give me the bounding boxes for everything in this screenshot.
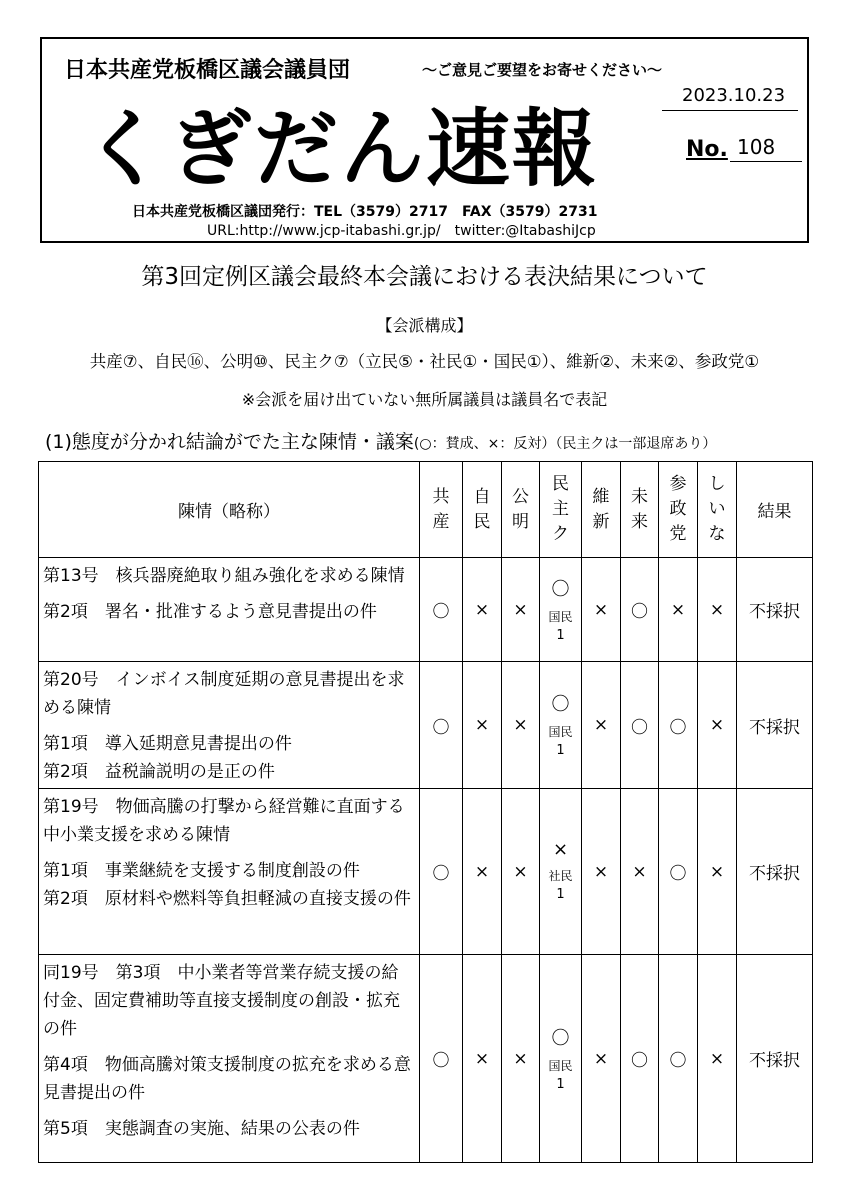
issue-underline — [730, 161, 802, 162]
vote-komei: × — [502, 955, 540, 1163]
vote-sansei: 〇 — [659, 662, 698, 789]
vote-ishin: × — [582, 955, 621, 1163]
header-jimin: 自 民 — [463, 462, 502, 558]
petition-cell — [39, 662, 420, 789]
header-ishin: 維 新 — [582, 462, 621, 558]
independent-note: ※会派を届け出ていない無所属議員は議員名で表記 — [241, 390, 608, 409]
minsu-count: 1 — [556, 627, 565, 643]
vote-shiina: × — [698, 558, 737, 662]
header-shiina: し い な — [698, 462, 737, 558]
vote-komei: × — [502, 558, 540, 662]
vote-sansei: 〇 — [659, 789, 698, 955]
vote-shiina: × — [698, 662, 737, 789]
result-cell: 不採択 — [737, 955, 813, 1163]
section-remark: （民主クは一部退席あり） — [555, 436, 717, 452]
minsu-note: 国民 — [548, 1058, 573, 1073]
vote-legend: (○：賛成、×：反対） — [413, 436, 556, 452]
header-kyosan: 共 産 — [420, 462, 463, 558]
header-minsu: 民 主 ク — [540, 462, 582, 558]
petition-title: 同19号 第3項 中小業者等営業存続支援の給付金、固定費補助等直接支援制度の創設・拡充の件 — [43, 963, 400, 1039]
header-result: 結果 — [737, 462, 813, 558]
petition-subitem: 第4項 物価高騰対策支援制度の拡充を求める意見書提出の件 — [43, 1055, 411, 1103]
petition-title: 第13号 核兵器廃絶取り組み強化を求める陳情 — [43, 566, 405, 586]
vote-ishin: × — [582, 789, 621, 955]
composition-label: 【会派構成】 — [376, 316, 473, 335]
petition-cell — [39, 789, 420, 955]
vote-minsu — [540, 662, 582, 789]
minsu-count: 1 — [556, 887, 565, 902]
vote-shiina: × — [698, 789, 737, 955]
petition-subitem: 第1項 事業継続を支援する制度創設の件 — [43, 861, 360, 881]
faction-composition: 共産⑦、自民⑯、公明⑩、民主ク⑦（立民⑤・社民①・国民①）、維新②、未来②、参政党① — [89, 352, 760, 371]
vote-komei: × — [502, 789, 540, 955]
vote-ishin: × — [582, 662, 621, 789]
section-title: (1)態度が分かれ結論がでた主な陳情・議案 — [45, 431, 414, 453]
vote-jimin: × — [463, 662, 502, 789]
org-name: 日本共産党板橋区議会議員団 — [64, 58, 351, 83]
vote-mirai: 〇 — [621, 955, 659, 1163]
minsu-note: 社民 — [548, 869, 573, 883]
minsu-note: 国民 — [548, 609, 573, 624]
petition-cell — [39, 955, 420, 1163]
vote-sansei: × — [659, 558, 698, 662]
vote-minsu — [540, 789, 582, 955]
minsu-note: 国民 — [548, 725, 573, 739]
minsu-mark: × — [552, 839, 569, 860]
vote-komei: × — [502, 662, 540, 789]
table-header-row — [39, 462, 813, 558]
vote-mirai: × — [621, 789, 659, 955]
contact-web: URL:http://www.jcp-itabashi.gr.jp/ twitter:@ItabashiJcp — [207, 223, 596, 239]
vote-jimin: × — [463, 789, 502, 955]
minsu-mark: 〇 — [551, 1027, 570, 1049]
masthead — [40, 37, 809, 243]
vote-kyosan: 〇 — [420, 558, 463, 662]
table-row — [39, 662, 813, 789]
petition-title: 第20号 インボイス制度延期の意見書提出を求める陳情 — [43, 670, 405, 718]
main-heading: 第3回定例区議会最終本会議における表決結果について — [141, 264, 708, 290]
header-komei: 公 明 — [502, 462, 540, 558]
vote-minsu — [540, 558, 582, 662]
vote-shiina: × — [698, 955, 737, 1163]
petition-subitem: 第5項 実態調査の実施、結果の公表の件 — [43, 1119, 360, 1139]
table-row — [39, 955, 813, 1163]
petition-title: 第19号 物価高騰の打撃から経営難に直面する中小業支援を求める陳情 — [43, 797, 405, 845]
table-row — [39, 558, 813, 662]
result-cell: 不採択 — [737, 558, 813, 662]
header-mirai: 未 来 — [621, 462, 659, 558]
vote-kyosan: 〇 — [420, 955, 463, 1163]
result-cell: 不採択 — [737, 662, 813, 789]
result-cell: 不採択 — [737, 789, 813, 955]
issue-number: 108 — [737, 135, 776, 159]
vote-kyosan: 〇 — [420, 789, 463, 955]
vote-jimin: × — [463, 955, 502, 1163]
minsu-count: 1 — [556, 1076, 565, 1092]
minsu-mark: 〇 — [551, 694, 570, 715]
minsu-count: 1 — [556, 743, 565, 758]
contact-phone-fax: 日本共産党板橋区議団発行：TEL（3579）2717 FAX（3579）2731 — [132, 204, 598, 220]
vote-minsu — [540, 955, 582, 1163]
petition-cell — [39, 558, 420, 662]
minsu-mark: 〇 — [551, 578, 570, 600]
vote-ishin: × — [582, 558, 621, 662]
header-item: 陳情（略称） — [39, 462, 420, 558]
petition-subitem: 第2項 益税論説明の是正の件 — [43, 762, 275, 782]
header-sansei: 参 政 党 — [659, 462, 698, 558]
issue-label: No. — [686, 137, 728, 162]
vote-kyosan: 〇 — [420, 662, 463, 789]
date-underline — [662, 110, 798, 111]
vote-mirai: 〇 — [621, 662, 659, 789]
table-row — [39, 789, 813, 955]
newsletter-title: くぎだん速報 — [82, 100, 599, 198]
vote-mirai: 〇 — [621, 558, 659, 662]
vote-results-table — [38, 461, 813, 1163]
vote-sansei: 〇 — [659, 955, 698, 1163]
petition-subitem: 第1項 導入延期意見書提出の件 — [43, 734, 292, 754]
tagline: ～ご意見ご要望をお寄せください～ — [422, 61, 663, 79]
issue-date: 2023.10.23 — [682, 85, 786, 106]
section-heading — [45, 427, 716, 454]
vote-jimin: × — [463, 558, 502, 662]
petition-subitem: 第2項 署名・批准するよう意見書提出の件 — [43, 602, 377, 622]
petition-subitem: 第2項 原材料や燃料等負担軽減の直接支援の件 — [43, 889, 411, 909]
